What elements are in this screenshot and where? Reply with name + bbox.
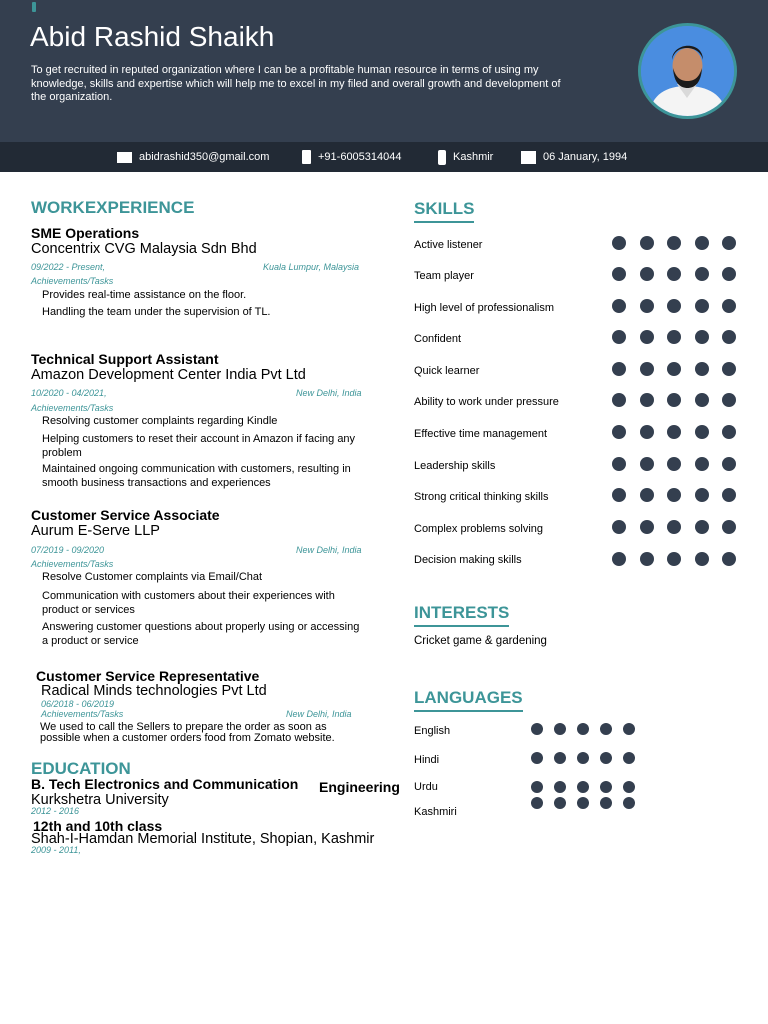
skills-heading: SKILLS: [414, 199, 474, 223]
education-degree: B. Tech Electronics and Communication: [31, 776, 299, 792]
rating-dot: [600, 723, 612, 735]
rating-dot: [600, 797, 612, 809]
rating-dot: [640, 425, 654, 439]
rating-dot: [695, 236, 709, 250]
rating-dot: [667, 362, 681, 376]
location-icon: [438, 150, 446, 165]
job-dates: 06/2018 - 06/2019: [41, 699, 115, 709]
skill-rating: [612, 267, 750, 281]
contact-bar: [0, 142, 768, 172]
skill-rating: [612, 488, 750, 502]
education-school: Shah-I-Hamdan Memorial Institute, Shopian, Kashmir: [31, 831, 375, 847]
rating-dot: [612, 552, 626, 566]
rating-dot: [667, 393, 681, 407]
rating-dot: [722, 362, 736, 376]
skill-label: High level of professionalism: [414, 302, 555, 314]
skill-rating: [612, 425, 750, 439]
rating-dot: [640, 236, 654, 250]
skill-label: Ability to work under pressure: [414, 396, 559, 408]
rating-dot: [722, 299, 736, 313]
education-school: Kurkshetra University: [31, 792, 169, 808]
rating-dot: [612, 299, 626, 313]
calendar-icon: [521, 151, 536, 164]
skill-rating: [612, 552, 750, 566]
envelope-icon: [117, 152, 132, 163]
interests-heading: INTERESTS: [414, 603, 509, 627]
rating-dot: [554, 797, 566, 809]
rating-dot: [623, 797, 635, 809]
job-company: Radical Minds technologies Pvt Ltd: [41, 683, 267, 699]
skill-label: Complex problems solving: [414, 523, 543, 535]
rating-dot: [695, 520, 709, 534]
rating-dot: [640, 457, 654, 471]
skill-rating: [612, 299, 750, 313]
education-degree-suffix: Engineering: [319, 779, 400, 795]
job-task: Provides real-time assistance on the floor.: [42, 289, 247, 301]
job-dates: 07/2019 - 09/2020: [31, 545, 105, 555]
rating-dot: [531, 781, 543, 793]
rating-dot: [722, 457, 736, 471]
rating-dot: [640, 488, 654, 502]
job-task: Resolving customer complaints regarding Kindle: [42, 415, 278, 427]
rating-dot: [722, 425, 736, 439]
contact-email[interactable]: [117, 142, 269, 172]
job-company: Amazon Development Center India Pvt Ltd: [31, 367, 306, 383]
job-tasks-label: Achievements/Tasks: [31, 403, 114, 413]
job-dates: 09/2022 - Present,: [31, 262, 106, 272]
rating-dot: [667, 552, 681, 566]
phone-text: +91-6005314044: [318, 151, 402, 163]
rating-dot: [667, 299, 681, 313]
skill-label: Decision making skills: [414, 554, 522, 566]
job-role: SME Operations: [31, 225, 140, 241]
contact-phone[interactable]: [302, 142, 402, 172]
rating-dot: [640, 520, 654, 534]
rating-dot: [667, 267, 681, 281]
job-role: Customer Service Associate: [31, 507, 220, 523]
rating-dot: [695, 457, 709, 471]
skill-label: Team player: [414, 270, 474, 282]
rating-dot: [554, 752, 566, 764]
rating-dot: [531, 797, 543, 809]
rating-dot: [667, 425, 681, 439]
rating-dot: [722, 330, 736, 344]
skill-rating: [612, 520, 750, 534]
education-heading: EDUCATION: [31, 759, 131, 778]
language-rating: [531, 781, 646, 793]
header-accent-mark: [32, 2, 36, 12]
rating-dot: [612, 330, 626, 344]
rating-dot: [612, 362, 626, 376]
rating-dot: [623, 752, 635, 764]
rating-dot: [577, 723, 589, 735]
job-task: Answering customer questions about properly using or accessing a product or service: [42, 621, 360, 647]
job-task: We used to call the Sellers to prepare the order as soon as possible when a customer orders food from Zomato website.: [40, 721, 335, 744]
skill-label: Active listener: [414, 239, 483, 251]
job-company: Aurum E-Serve LLP: [31, 523, 160, 539]
language-rating: [531, 797, 646, 809]
skill-rating: [612, 330, 750, 344]
job-task: Maintained ongoing communication with customers, resulting in smooth business transactions and experiences: [42, 463, 351, 489]
rating-dot: [612, 520, 626, 534]
rating-dot: [667, 457, 681, 471]
rating-dot: [600, 781, 612, 793]
rating-dot: [612, 425, 626, 439]
rating-dot: [695, 267, 709, 281]
education-degree: 12th and 10th class: [33, 818, 163, 834]
rating-dot: [695, 393, 709, 407]
job-tasks-label: Achievements/Tasks: [31, 276, 114, 286]
work-experience-heading: WORKEXPERIENCE: [31, 198, 195, 217]
skill-rating: [612, 362, 750, 376]
language-label: English: [414, 725, 451, 737]
education-dates: 2012 - 2016: [31, 806, 80, 816]
rating-dot: [695, 552, 709, 566]
rating-dot: [695, 299, 709, 313]
rating-dot: [695, 425, 709, 439]
rating-dot: [722, 552, 736, 566]
rating-dot: [612, 393, 626, 407]
skill-label: Effective time management: [414, 428, 548, 440]
interests-text: Cricket game & gardening: [414, 635, 547, 647]
rating-dot: [612, 457, 626, 471]
profile-photo: [638, 23, 737, 119]
rating-dot: [667, 330, 681, 344]
rating-dot: [667, 520, 681, 534]
rating-dot: [577, 752, 589, 764]
rating-dot: [640, 267, 654, 281]
rating-dot: [640, 552, 654, 566]
dob-text: 06 January, 1994: [543, 151, 628, 163]
rating-dot: [640, 330, 654, 344]
skill-rating: [612, 457, 750, 471]
language-label: Urdu: [414, 781, 438, 793]
rating-dot: [667, 236, 681, 250]
job-task: Handling the team under the supervision of TL.: [42, 306, 271, 318]
rating-dot: [722, 236, 736, 250]
career-objective: To get recruited in reputed organization where I can be a profitable human resource in terms of using my knowledge, skills and expertise which will help me to excel in my filed and overall growth and development of the organization.: [31, 64, 561, 103]
language-label: Hindi: [414, 754, 440, 766]
rating-dot: [640, 299, 654, 313]
rating-dot: [722, 488, 736, 502]
rating-dot: [531, 752, 543, 764]
skill-label: Quick learner: [414, 365, 480, 377]
job-location: New Delhi, India: [286, 709, 352, 719]
rating-dot: [577, 797, 589, 809]
rating-dot: [695, 330, 709, 344]
skill-label: Confident: [414, 333, 462, 345]
rating-dot: [695, 362, 709, 376]
rating-dot: [695, 488, 709, 502]
job-task: Communication with customers about their experiences with product or services: [42, 590, 335, 616]
rating-dot: [623, 781, 635, 793]
languages-heading: LANGUAGES: [414, 688, 523, 712]
rating-dot: [612, 267, 626, 281]
rating-dot: [722, 393, 736, 407]
rating-dot: [531, 723, 543, 735]
job-location: New Delhi, India: [296, 388, 362, 398]
job-dates: 10/2020 - 04/2021,: [31, 388, 107, 398]
email-text: abidrashid350@gmail.com: [139, 151, 270, 163]
job-company: Concentrix CVG Malaysia Sdn Bhd: [31, 241, 257, 257]
skill-label: Strong critical thinking skills: [414, 491, 549, 503]
header-banner: [0, 0, 768, 142]
skill-rating: [612, 393, 750, 407]
rating-dot: [640, 393, 654, 407]
rating-dot: [554, 723, 566, 735]
rating-dot: [600, 752, 612, 764]
profile-photo-avatar: [641, 26, 734, 116]
job-location: Kuala Lumpur, Malaysia: [263, 262, 360, 272]
rating-dot: [722, 520, 736, 534]
job-task: Helping customers to reset their account in Amazon if facing any problem: [42, 433, 356, 459]
job-tasks-label: Achievements/Tasks: [31, 559, 114, 569]
job-role: Technical Support Assistant: [31, 351, 219, 367]
skill-rating: [612, 236, 750, 250]
rating-dot: [623, 723, 635, 735]
candidate-name: Abid Rashid Shaikh: [30, 21, 275, 52]
location-text: Kashmir: [453, 151, 494, 163]
job-task: Resolve Customer complaints via Email/Chat: [42, 571, 263, 583]
rating-dot: [667, 488, 681, 502]
rating-dot: [577, 781, 589, 793]
rating-dot: [612, 488, 626, 502]
rating-dot: [554, 781, 566, 793]
skill-label: Leadership skills: [414, 460, 496, 472]
contact-dob: [521, 142, 627, 172]
rating-dot: [722, 267, 736, 281]
education-dates: 2009 - 2011,: [31, 845, 81, 855]
job-location: New Delhi, India: [296, 545, 362, 555]
phone-icon: [302, 150, 311, 164]
language-rating: [531, 752, 646, 764]
rating-dot: [612, 236, 626, 250]
rating-dot: [640, 362, 654, 376]
job-role: Customer Service Representative: [36, 668, 260, 684]
language-label: Kashmiri: [414, 806, 457, 818]
language-rating: [531, 723, 646, 735]
job-tasks-label: Achievements/Tasks: [41, 709, 124, 719]
contact-location: [438, 142, 493, 172]
